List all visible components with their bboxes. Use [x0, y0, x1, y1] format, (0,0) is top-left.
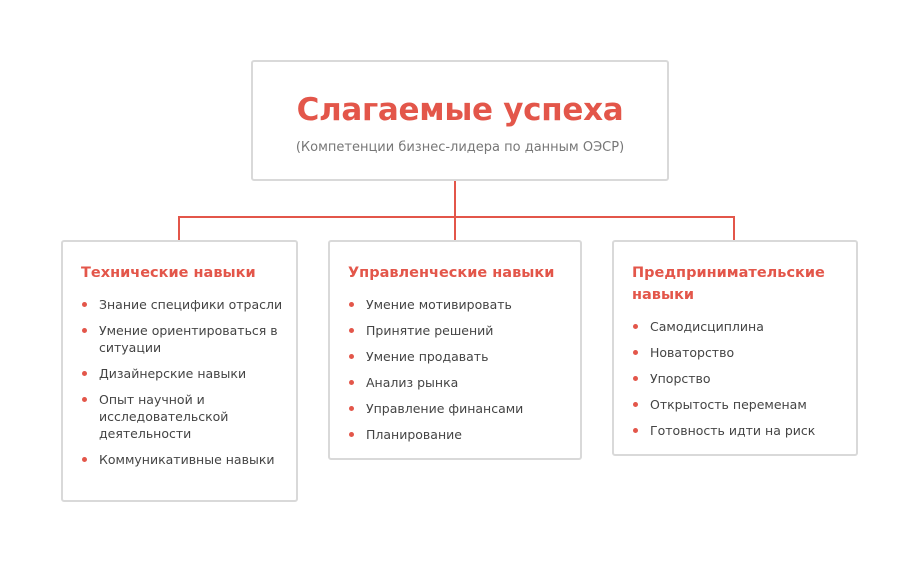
skill-item [330, 426, 580, 443]
root-node [251, 60, 669, 181]
skill-label: Упорство [650, 371, 711, 386]
column-title: Предпринимательские навыки [632, 265, 825, 303]
skill-label: Управление финансами [366, 401, 524, 416]
bullet-dot [82, 302, 87, 307]
bullet-dot [349, 328, 354, 333]
bullet-dot [349, 380, 354, 385]
root-subtitle: (Компетенции бизнес-лидера по данным ОЭСР) [295, 140, 625, 155]
column-title: Управленческие навыки [348, 265, 555, 281]
skill-label: Планирование [366, 427, 462, 442]
skill-label: Принятие решений [366, 323, 494, 338]
skill-label: Знание специфики отрасли [99, 297, 283, 312]
skill-label: Умение ориентироваться в ситуации [99, 323, 278, 355]
skill-item [614, 318, 856, 335]
bullet-dot [633, 376, 638, 381]
bullet-dot [633, 350, 638, 355]
skill-item [330, 400, 580, 417]
skill-list [63, 296, 296, 477]
skill-label: Самодисциплина [650, 319, 764, 334]
skill-label: Готовность идти на риск [650, 423, 816, 438]
column-entrepreneurial-skills [612, 240, 858, 456]
bullet-dot [349, 354, 354, 359]
skill-item [63, 322, 296, 356]
bullet-dot [633, 324, 638, 329]
column-title: Технические навыки [81, 265, 256, 281]
skill-item [330, 322, 580, 339]
bullet-dot [349, 432, 354, 437]
bullet-dot [349, 406, 354, 411]
skill-list [330, 296, 580, 452]
bullet-dot [633, 428, 638, 433]
skill-item [614, 344, 856, 361]
bullet-dot [82, 328, 87, 333]
bullet-dot [82, 371, 87, 376]
bullet-dot [349, 302, 354, 307]
bullet-dot [82, 397, 87, 402]
skill-label: Дизайнерские навыки [99, 366, 247, 381]
bullet-dot [633, 402, 638, 407]
skill-label: Открытость переменам [650, 397, 807, 412]
skill-label: Новаторство [650, 345, 735, 360]
skill-item [63, 451, 296, 468]
skill-item [614, 370, 856, 387]
skill-label: Умение мотивировать [366, 297, 512, 312]
skill-item [63, 296, 296, 313]
column-technical-skills [61, 240, 298, 502]
column-management-skills [328, 240, 582, 460]
skill-item [614, 422, 856, 439]
skill-label: Коммуникативные навыки [99, 452, 275, 467]
skill-item [614, 396, 856, 413]
skill-label: Опыт научной и исследовательской деятельности [99, 392, 229, 441]
skill-item [330, 348, 580, 365]
skill-item [63, 365, 296, 382]
skill-list [614, 318, 856, 448]
skill-item [63, 391, 296, 442]
skill-item [330, 374, 580, 391]
skill-label: Анализ рынка [366, 375, 459, 390]
skill-label: Умение продавать [366, 349, 489, 364]
root-title: Слагаемые успеха [296, 92, 624, 128]
bullet-dot [82, 457, 87, 462]
skill-item [330, 296, 580, 313]
